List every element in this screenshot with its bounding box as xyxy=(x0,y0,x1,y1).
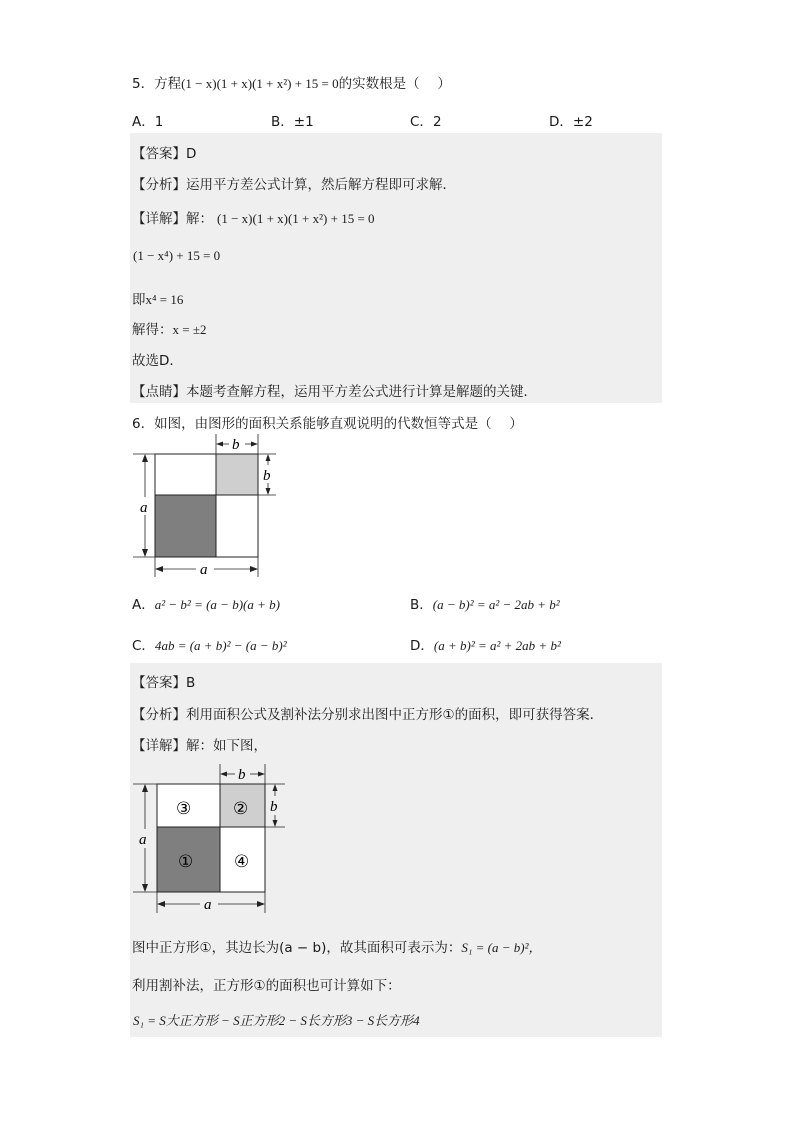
fig1-label-b-top: b xyxy=(232,437,240,453)
q5-detail-line4: 解得：x = ±2 xyxy=(132,322,207,338)
fig1-label-a-bottom: a xyxy=(200,562,208,578)
fig2-label-2: ② xyxy=(233,799,249,818)
q5-analysis: 【分析】运用平方差公式计算，然后解方程即可求解． xyxy=(132,177,456,193)
q6-figure xyxy=(128,432,288,582)
fig2-label-1: ① xyxy=(178,852,194,871)
q6-stem: 6．如图，由图形的面积关系能够直观说明的代数恒等式是（ ） xyxy=(132,416,523,432)
q6-option-b: B．(a − b)² = a² − 2ab + b² xyxy=(410,597,560,613)
q5-option-d: D．±2 xyxy=(549,114,593,130)
q5-option-c: C．2 xyxy=(410,114,442,130)
light-square xyxy=(216,454,258,495)
dark-square xyxy=(155,495,216,557)
q5-equation: (1 − x)(1 + x)(1 + x²) + 15 = 0 xyxy=(181,76,339,91)
q5-prefix: 方程 xyxy=(154,76,182,92)
q6-detail-line2: 利用割补法，正方形①的面积也可计算如下： xyxy=(132,978,401,994)
q5-number: 5． xyxy=(132,76,155,92)
fig2-label-a-left: a xyxy=(139,832,147,848)
q6-detail-line1: 图中正方形①，其边长为(a − b)，故其面积可表示为：S₁ = (a − b)²， xyxy=(132,940,542,956)
q5-detail-eq2: (1 − x⁴) + 15 = 0 xyxy=(133,248,221,263)
q5-option-a: A．1 xyxy=(132,114,164,130)
fig2-label-b-right: b xyxy=(270,799,278,815)
fig2-label-a-bottom: a xyxy=(204,897,212,913)
q5-answer: 【答案】D xyxy=(132,146,197,162)
fig1-label-b-right: b xyxy=(263,468,271,484)
q6-detail: 【详解】解：如下图， xyxy=(132,738,267,754)
fig1-label-a-left: a xyxy=(140,500,148,516)
q5-suffix: 的实数根是（ ） xyxy=(338,76,451,92)
fig2-label-4: ④ xyxy=(234,852,250,871)
q5-detail-line3: 即x⁴ = 16 xyxy=(132,292,184,308)
q5-detail: 【详解】解： (1 − x)(1 + x)(1 + x²) + 15 = 0 xyxy=(132,211,375,227)
q6-solution-figure xyxy=(128,762,298,918)
q6-detail-line3: S₁ = S大正方形 − S正方形2 − S长方形3 − S长方形4 xyxy=(133,1013,420,1028)
fig2-label-b-top: b xyxy=(238,767,246,783)
q5-option-b: B．±1 xyxy=(271,114,314,130)
q5-comment: 【点睛】本题考查解方程，运用平方差公式进行计算是解题的关键． xyxy=(132,384,537,400)
q5-stem xyxy=(132,72,451,92)
q6-option-a: A．a² − b² = (a − b)(a + b) xyxy=(132,597,280,613)
q6-option-c: C．4ab = (a + b)² − (a − b)² xyxy=(132,638,287,654)
q6-answer: 【答案】B xyxy=(132,675,196,691)
q5-choice: 故选D． xyxy=(132,353,183,369)
q6-analysis: 【分析】利用面积公式及割补法分别求出图中正方形①的面积，即可获得答案． xyxy=(132,707,604,723)
q6-option-d: D．(a + b)² = a² + 2ab + b² xyxy=(410,638,561,654)
fig2-label-3: ③ xyxy=(176,799,192,818)
